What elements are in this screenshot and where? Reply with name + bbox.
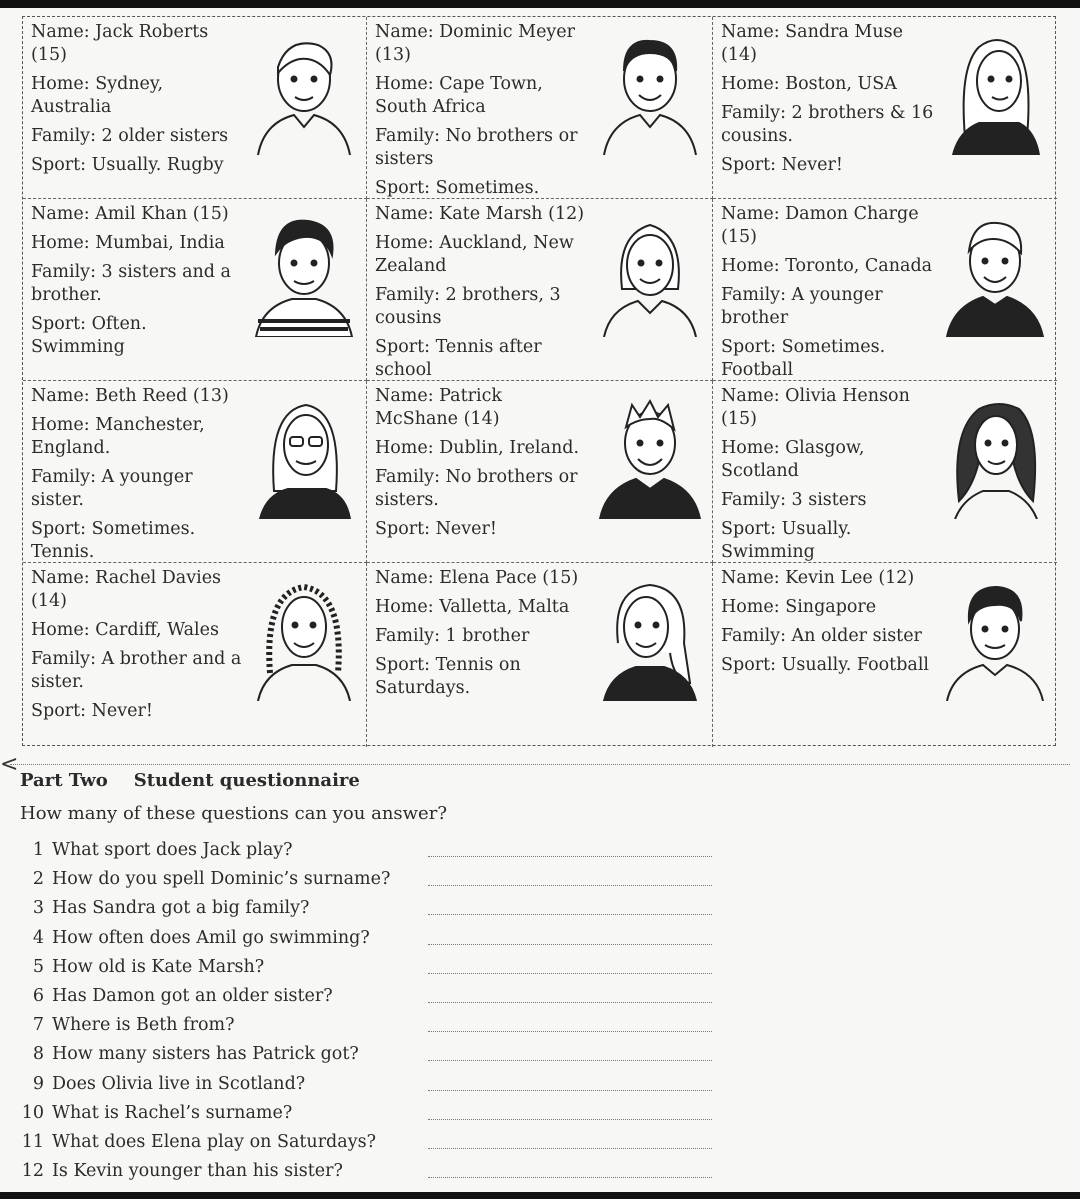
question-number: 2	[32, 869, 44, 890]
question-number: 1	[32, 840, 44, 860]
profile-home: Home: Mumbai, India	[31, 233, 225, 253]
profile-home: Home: Boston, USA	[721, 74, 897, 94]
profile-family: Family: A brother and a sister.	[31, 649, 242, 692]
answer-line[interactable]	[428, 1119, 712, 1120]
question-text: How do you spell Dominic’s surname?	[52, 869, 391, 890]
profile-sport: Sport: Sometimes. Tennis.	[31, 519, 196, 562]
profile-text	[31, 385, 246, 563]
boy-portrait-icon	[248, 209, 360, 337]
question-number: 10	[21, 1102, 44, 1123]
question-text: What sport does Jack play?	[52, 840, 293, 860]
part-title: Student questionnaire	[133, 770, 360, 791]
question-item	[8, 1128, 728, 1157]
scissors-mark-icon: <	[0, 752, 19, 777]
profile-home: Home: Dublin, Ireland.	[375, 438, 580, 458]
profile-name: Name: Kate Marsh (12)	[375, 204, 585, 224]
profile-card	[367, 381, 713, 563]
profile-home: Home: Glasgow, Scotland	[721, 438, 865, 481]
profile-card	[23, 199, 367, 381]
profile-text	[721, 567, 936, 677]
profile-name: Name: Jack Roberts (15)	[31, 22, 209, 65]
answer-line[interactable]	[428, 1148, 712, 1149]
profile-sport: Sport: Sometimes. Football	[721, 337, 886, 380]
question-item	[8, 1157, 728, 1186]
question-text: Where is Beth from?	[52, 1015, 235, 1036]
profile-card	[713, 563, 1057, 747]
question-text: Has Sandra got a big family?	[52, 898, 310, 919]
answer-line[interactable]	[428, 944, 712, 945]
profile-card	[713, 17, 1057, 199]
profile-sport: Sport: Usually. Football	[721, 655, 930, 675]
question-text: What does Elena play on Saturdays?	[52, 1131, 376, 1152]
boy-portrait-icon	[939, 209, 1051, 337]
question-item	[8, 865, 728, 894]
profile-name: Name: Dominic Meyer (13)	[375, 22, 576, 65]
question-item	[8, 1040, 728, 1069]
profile-sport: Sport: Usually. Swimming	[721, 519, 852, 562]
profile-family: Family: 2 brothers, 3 cousins	[375, 285, 561, 328]
profile-name: Name: Damon Charge (15)	[721, 204, 919, 247]
profile-text	[721, 203, 936, 381]
profile-card	[367, 17, 713, 199]
profile-name: Name: Elena Pace (15)	[375, 568, 579, 588]
profile-sport: Sport: Usually. Rugby	[31, 155, 224, 175]
girl-portrait-icon	[939, 391, 1051, 519]
bottom-border	[0, 1192, 1080, 1199]
profile-card	[23, 381, 367, 563]
question-item	[8, 894, 728, 923]
answer-line[interactable]	[428, 914, 712, 915]
question-item	[8, 1070, 728, 1099]
profile-text	[721, 385, 936, 563]
boy-portrait-icon	[939, 573, 1051, 701]
question-text: Does Olivia live in Scotland?	[52, 1073, 306, 1094]
profile-name: Name: Olivia Henson (15)	[721, 386, 910, 429]
cut-line-divider	[10, 764, 1070, 765]
girl-portrait-icon	[248, 391, 360, 519]
profile-name: Name: Sandra Muse (14)	[721, 22, 903, 65]
answer-line[interactable]	[428, 973, 712, 974]
answer-line[interactable]	[428, 885, 712, 886]
girl-portrait-icon	[939, 27, 1051, 155]
profile-home: Home: Cape Town, South Africa	[375, 74, 543, 117]
profile-card	[713, 199, 1057, 381]
question-list	[8, 836, 728, 1186]
question-number: 4	[32, 927, 44, 948]
instructions: How many of these questions can you answer?	[20, 803, 447, 824]
profile-card	[367, 563, 713, 747]
profile-family: Family: 2 older sisters	[31, 126, 229, 146]
profile-sport: Sport: Tennis on Saturdays.	[375, 655, 521, 698]
profile-card	[23, 17, 367, 199]
question-number: 12	[21, 1161, 44, 1182]
question-text: What is Rachel’s surname?	[52, 1102, 293, 1123]
boy-portrait-icon	[594, 391, 706, 519]
answer-line[interactable]	[428, 1177, 712, 1178]
profile-text	[375, 385, 590, 541]
profile-family: Family: 2 brothers & 16 cousins.	[721, 103, 934, 146]
profile-text	[31, 567, 246, 723]
profile-name: Name: Patrick McShane (14)	[375, 386, 502, 429]
question-item	[8, 924, 728, 953]
question-number: 5	[32, 956, 44, 977]
answer-line[interactable]	[428, 1060, 712, 1061]
profile-family: Family: 3 sisters	[721, 490, 867, 510]
answer-line[interactable]	[428, 856, 712, 857]
profile-card-grid	[22, 16, 1056, 746]
profile-card	[23, 563, 367, 747]
question-item	[8, 1099, 728, 1128]
answer-line[interactable]	[428, 1090, 712, 1091]
question-text: Has Damon got an older sister?	[52, 985, 333, 1006]
profile-sport: Sport: Often. Swimming	[31, 314, 147, 357]
profile-family: Family: No brothers or sisters.	[375, 467, 578, 510]
profile-home: Home: Toronto, Canada	[721, 256, 933, 276]
question-number: 3	[32, 898, 44, 919]
question-text: How many sisters has Patrick got?	[52, 1044, 359, 1065]
profile-text	[721, 21, 936, 177]
profile-text	[375, 567, 590, 700]
top-border	[0, 0, 1080, 8]
profile-home: Home: Auckland, New Zealand	[375, 233, 574, 276]
profile-name: Name: Kevin Lee (12)	[721, 568, 915, 588]
question-item	[8, 953, 728, 982]
profile-card	[713, 381, 1057, 563]
profile-home: Home: Valletta, Malta	[375, 597, 570, 617]
profile-family: Family: 1 brother	[375, 626, 530, 646]
answer-line[interactable]	[428, 1002, 712, 1003]
question-number: 9	[32, 1073, 44, 1094]
boy-portrait-icon	[248, 27, 360, 155]
profile-sport: Sport: Tennis after school	[375, 337, 542, 380]
section-heading	[20, 770, 360, 791]
answer-line[interactable]	[428, 1031, 712, 1032]
profile-sport: Sport: Never!	[375, 519, 497, 539]
question-number: 11	[21, 1131, 44, 1152]
profile-name: Name: Beth Reed (13)	[31, 386, 229, 406]
profile-home: Home: Sydney, Australia	[31, 74, 164, 117]
profile-name: Name: Rachel Davies (14)	[31, 568, 222, 611]
profile-text	[31, 203, 246, 359]
part-label: Part Two	[20, 770, 108, 791]
profile-text	[375, 21, 590, 199]
profile-family: Family: No brothers or sisters	[375, 126, 578, 169]
profile-text	[375, 203, 590, 381]
profile-card	[367, 199, 713, 381]
profile-family: Family: An older sister	[721, 626, 922, 646]
question-item	[8, 1011, 728, 1040]
question-number: 7	[32, 1015, 44, 1036]
profile-family: Family: 3 sisters and a brother.	[31, 262, 231, 305]
girl-portrait-icon	[248, 573, 360, 701]
profile-home: Home: Cardiff, Wales	[31, 620, 219, 640]
profile-family: Family: A younger sister.	[31, 467, 193, 510]
profile-sport: Sport: Sometimes.	[375, 178, 540, 198]
question-item	[8, 982, 728, 1011]
question-number: 8	[32, 1044, 44, 1065]
profile-home: Home: Singapore	[721, 597, 877, 617]
question-item	[8, 836, 728, 865]
girl-portrait-icon	[594, 209, 706, 337]
question-text: How old is Kate Marsh?	[52, 956, 265, 977]
profile-sport: Sport: Never!	[721, 155, 843, 175]
profile-text	[31, 21, 246, 177]
question-number: 6	[32, 985, 44, 1006]
profile-sport: Sport: Never!	[31, 701, 153, 721]
boy-portrait-icon	[594, 27, 706, 155]
question-text: How often does Amil go swimming?	[52, 927, 370, 948]
girl-portrait-icon	[594, 573, 706, 701]
profile-name: Name: Amil Khan (15)	[31, 204, 229, 224]
profile-family: Family: A younger brother	[721, 285, 883, 328]
profile-home: Home: Manchester, England.	[31, 415, 205, 458]
question-text: Is Kevin younger than his sister?	[52, 1161, 343, 1182]
